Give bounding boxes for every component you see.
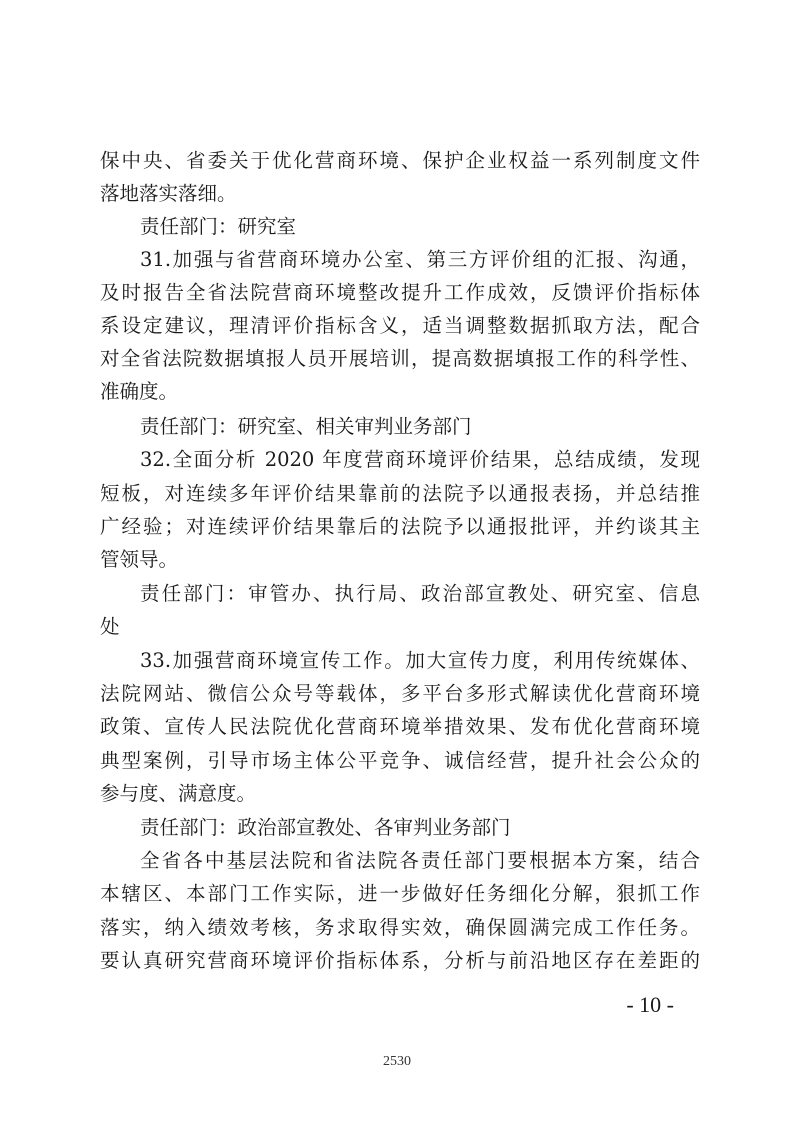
text-line: 管领导。 — [100, 548, 179, 571]
footer-page-number: 2530 — [383, 1054, 411, 1069]
text-line: 法院网站、微信公众号等载体，多平台多形式解读优化营商环境 — [100, 682, 700, 705]
text-line: 准确度。 — [100, 380, 179, 403]
item-32-heading-line: 32.全面分析 2020 年度营商环境评价结果，总结成绩，发现 — [140, 448, 700, 471]
text-line: 及时报告全省法院营商环境整改提升工作成效，反馈评价指标体 — [100, 281, 700, 304]
item-31-heading-line: 31.加强与省营商环境办公室、第三方评价组的汇报、沟通， — [140, 248, 700, 271]
text-line: 保中央、省委关于优化营商环境、保护企业权益一系列制度文件 — [100, 149, 700, 172]
responsible-dept-line: 责任部门：研究室 — [140, 215, 297, 238]
text-line: 本辖区、本部门工作实际，进一步做好任务细化分解，狠抓工作 — [100, 882, 700, 905]
text-line: 处 — [100, 615, 120, 638]
text-line: 落地落实落细。 — [100, 182, 237, 205]
text-line: 典型案例，引导市场主体公平竞争、诚信经营，提升社会公众的 — [100, 749, 700, 772]
text-line: 广经验；对连续评价结果靠后的法院予以通报批评，并约谈其主 — [100, 515, 700, 538]
responsible-dept-line: 责任部门：研究室、相关审判业务部门 — [140, 415, 472, 438]
text-line: 要认真研究营商环境评价指标体系，分析与前沿地区存在差距的 — [100, 949, 700, 972]
text-line: 短板，对连续多年评价结果靠前的法院予以通报表扬，并总结推 — [100, 482, 700, 505]
text-line: 政策、宣传人民法院优化营商环境举措效果、发布优化营商环境 — [100, 715, 700, 738]
text-line: 对全省法院数据填报人员开展培训，提高数据填报工作的科学性、 — [100, 347, 700, 370]
closing-paragraph-line: 全省各中基层法院和省法院各责任部门要根据本方案，结合 — [140, 849, 700, 872]
page-number: - 10 - — [626, 992, 674, 1017]
responsible-dept-line: 责任部门：政治部宣教处、各审判业务部门 — [140, 816, 511, 839]
text-line: 系设定建议，理清评价指标含义，适当调整数据抓取方法，配合 — [100, 314, 700, 337]
text-line: 落实，纳入绩效考核，务求取得实效，确保圆满完成工作任务。 — [100, 916, 700, 939]
item-33-heading-line: 33.加强营商环境宣传工作。加大宣传力度，利用传统媒体、 — [140, 649, 700, 672]
text-line: 参与度、满意度。 — [100, 782, 257, 805]
responsible-dept-line: 责任部门：审管办、执行局、政治部宣教处、研究室、信息 — [140, 582, 700, 605]
